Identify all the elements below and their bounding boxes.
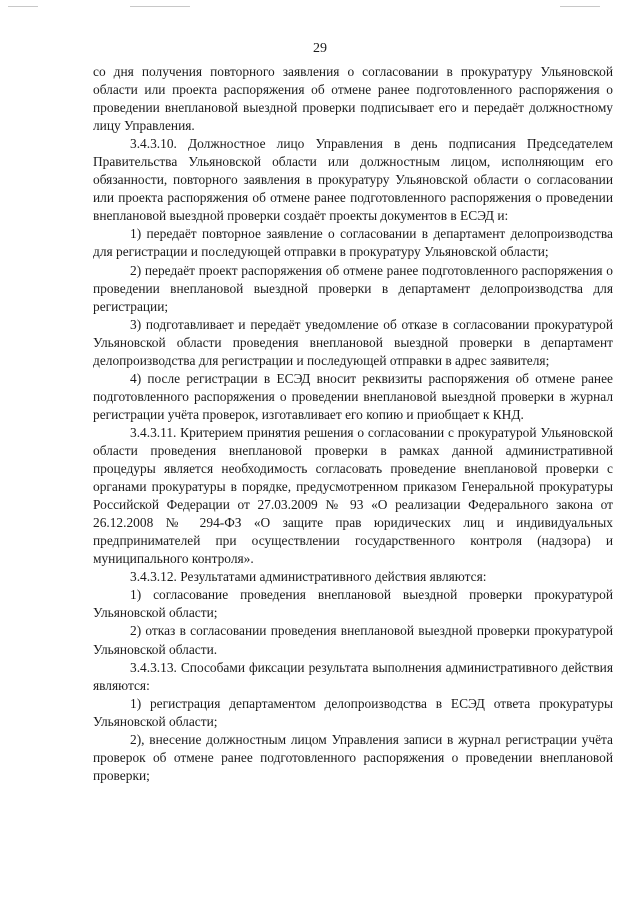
paragraph: 3.4.3.12. Результатами административного действия являются: — [130, 569, 487, 585]
paragraph: 3) подготавливает и передаёт уведомление об отказе в согласовании прокуратурой Ульяновской области проведения внеплановой выездной проверки в департамент делопроизводства для регистрации и последующей отправки в адрес заявителя; — [93, 316, 613, 368]
paragraph: 2) отказ в согласовании проведения внеплановой выездной проверки прокуратурой Ульяновской области. — [93, 623, 613, 657]
page-number: 29 — [313, 41, 327, 56]
paragraph: 3.4.3.13. Способами фиксации результата выполнения административного действия являются: — [93, 659, 613, 693]
paragraph: 4) после регистрации в ЕСЭД вносит реквизиты распоряжения об отмене ранее подготовленного распоряжения о проведении внеплановой выездной проверки в журнал регистрации учёта проверок, изготавливает его копию и приобщает к КНД. — [93, 370, 613, 422]
document-body — [93, 63, 613, 785]
paragraph: 2), внесение должностным лицом Управления записи в журнал регистрации учёта проверок об отмене ранее подготовленного распоряжения о проведении внеплановой проверки; — [93, 731, 613, 783]
scan-edge-mark-top — [130, 6, 190, 7]
scan-edge-mark-top-right — [560, 6, 600, 7]
paragraph: 2) передаёт проект распоряжения об отмене ранее подготовленного распоряжения о проведении внеплановой выездной проверки в департамент делопроизводства для регистрации; — [93, 262, 613, 314]
paragraph: 3.4.3.11. Критерием принятия решения о согласовании с прокуратурой Ульяновской области проведения внеплановой проверки в рамках данной административной процедуры является необходимость согласовать проведение внеплановой проверки с органами прокуратуры в порядке, предусмотренном приказом Генеральной прокуратуры Российской Федерации от 27.03.2009 № 93 «О реализации Федерального закона от 26.12.2008 № 294-ФЗ «О защите прав юридических лиц и индивидуальных предпринимателей при осуществлении государственного контроля (надзора) и муниципального контроля». — [93, 424, 613, 567]
paragraph: 1) передаёт повторное заявление о согласовании в департамент делопроизводства для регистрации и последующей отправки в прокуратуру Ульяновской области; — [93, 226, 613, 260]
paragraph: со дня получения повторного заявления о согласовании в прокуратуру Ульяновской области или проекта распоряжения об отмене ранее подготовленного распоряжения о проведении внеплановой выездной проверки подписывает его и передаёт должностному лицу Управления. — [93, 64, 613, 134]
scan-edge-mark-top-left — [8, 6, 38, 7]
paragraph: 3.4.3.10. Должностное лицо Управления в день подписания Председателем Правительства Ульяновской области или должностным лицом, исполняющим его обязанности, повторного заявления в прокуратуру Ульяновской области о согласовании или проекта распоряжения об отмене ранее подготовленного распоряжения о проведении внеплановой выездной проверки создаёт проекты документов в ЕСЭД и: — [93, 136, 613, 224]
paragraph: 1) согласование проведения внеплановой выездной проверки прокуратурой Ульяновской области; — [93, 587, 613, 621]
paragraph: 1) регистрация департаментом делопроизводства в ЕСЭД ответа прокуратуры Ульяновской области; — [93, 695, 613, 729]
